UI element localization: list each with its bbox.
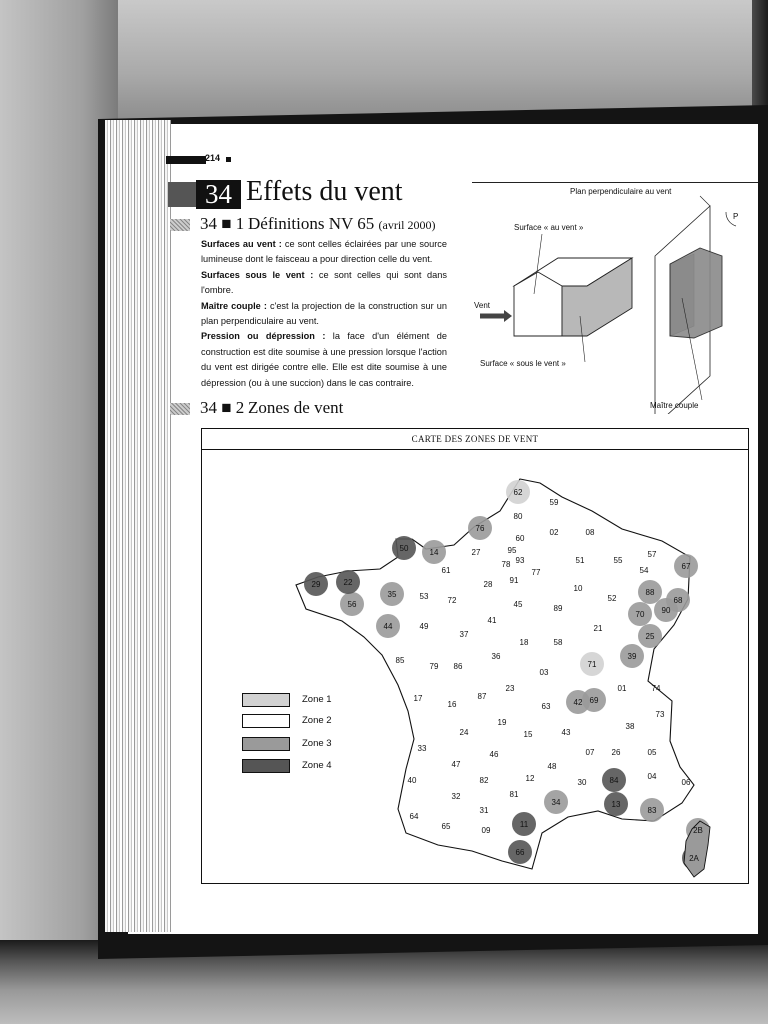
department-label: 85 [395, 656, 405, 665]
department-label: 91 [509, 576, 519, 585]
department-label: 38 [625, 722, 635, 731]
department-label: 84 [609, 776, 619, 785]
department-label: 81 [509, 790, 519, 799]
department-label: 61 [441, 566, 451, 575]
department-label: 04 [647, 772, 657, 781]
chapter-ornament [168, 182, 196, 207]
department-label: 25 [645, 632, 655, 641]
department-label: 60 [515, 534, 525, 543]
definition-item: Pression ou dépression : la face d'un élément de construction est dite soumise à une pression lorsque l'action du vent est dirigée contre elle. Elle est dite soumise à une dépression (ou à une succion) dans le cas contraire. [201, 331, 447, 388]
department-label: 32 [451, 792, 461, 801]
department-label: 50 [399, 544, 409, 553]
department-label: 68 [673, 596, 683, 605]
department-label: 45 [513, 600, 523, 609]
page-number: 214 [205, 153, 221, 163]
department-label: 71 [587, 660, 597, 669]
building-front-face [514, 272, 562, 336]
section-number: 34 ■ 1 [200, 214, 245, 233]
department-label: 15 [523, 730, 533, 739]
department-label: 47 [451, 760, 461, 769]
department-label: 28 [483, 580, 493, 589]
department-label: 56 [347, 600, 357, 609]
department-label: 54 [639, 566, 649, 575]
department-label: 30 [577, 778, 587, 787]
department-label: 17 [413, 694, 423, 703]
definitions-text [201, 237, 447, 391]
plan-label: Plan perpendiculaire au vent [570, 187, 672, 196]
department-label: 07 [585, 748, 595, 757]
building-shadow [670, 248, 722, 338]
department-label: 58 [553, 638, 563, 647]
maitre-couple-label: Maître couple [650, 401, 699, 410]
department-label: 31 [479, 806, 489, 815]
department-label: 22 [343, 578, 353, 587]
department-label: 26 [611, 748, 621, 757]
department-label: 10 [573, 584, 583, 593]
legend-swatch [242, 714, 290, 728]
page-number-mark [226, 157, 231, 162]
department-label: 14 [429, 548, 439, 557]
plane-p-label: P [733, 212, 739, 221]
department-label: 66 [515, 848, 525, 857]
department-label: 40 [407, 776, 417, 785]
department-label: 55 [613, 556, 623, 565]
department-label: 35 [387, 590, 397, 599]
department-label: 36 [491, 652, 501, 661]
title-rule [472, 182, 758, 183]
department-label: 03 [539, 668, 549, 677]
sous-vent-label: Surface « sous le vent » [480, 359, 566, 368]
department-label: 19 [497, 718, 507, 727]
wind-arrow-head [504, 310, 512, 322]
department-label: 13 [611, 800, 621, 809]
department-label: 01 [617, 684, 627, 693]
legend-swatch [242, 737, 290, 751]
department-label: 51 [575, 556, 585, 565]
department-label: 72 [447, 596, 457, 605]
department-label: 69 [589, 696, 599, 705]
department-label: 46 [489, 750, 499, 759]
map-layer [296, 479, 710, 877]
section-title: Zones de vent [248, 398, 344, 417]
department-label: 80 [513, 512, 523, 521]
chapter-number: 34 [196, 180, 241, 209]
department-label: 21 [593, 624, 603, 633]
france-map-svg [202, 449, 748, 883]
department-label: 67 [681, 562, 691, 571]
section-title: Définitions NV 65 (avril 2000) [248, 214, 436, 233]
department-label: 87 [477, 692, 487, 701]
department-label: 27 [471, 548, 481, 557]
running-head-bar [166, 156, 206, 164]
department-label: 95 [507, 546, 517, 555]
wind-surfaces-diagram [470, 186, 758, 414]
definition-item: Surfaces sous le vent : ce sont celles qui sont dans l'ombre. [201, 269, 447, 296]
section-number: 34 ■ 2 [200, 398, 245, 417]
department-label: 33 [417, 744, 427, 753]
department-label: 70 [635, 610, 645, 619]
legend-label: Zone 4 [302, 760, 332, 771]
map-title: CARTE DES ZONES DE VENT [202, 429, 748, 450]
page-stack-edge [105, 120, 171, 932]
department-label: 16 [447, 700, 457, 709]
legend-swatch [242, 693, 290, 707]
department-label: 44 [383, 622, 393, 631]
department-label: 62 [513, 488, 523, 497]
department-label: 65 [441, 822, 451, 831]
department-label: 02 [549, 528, 559, 537]
department-label: 41 [487, 616, 497, 625]
legend-label: Zone 3 [302, 738, 332, 749]
department-label: 79 [429, 662, 439, 671]
department-label: 42 [573, 698, 583, 707]
department-label: 74 [651, 684, 661, 693]
france-outline [296, 479, 694, 869]
department-label: 78 [501, 560, 511, 569]
wind-label: Vent [474, 301, 491, 310]
legend-label: Zone 1 [302, 694, 332, 705]
definition-item: Surfaces au vent : ce sont celles éclairées par une source lumineuse dont le faisceau a pour direction celle du vent. [201, 239, 447, 265]
department-label: 73 [655, 710, 665, 719]
section-marker-icon [170, 219, 190, 231]
department-label: 49 [419, 622, 429, 631]
wind-zone-map [201, 428, 749, 884]
wind-diagram-svg [470, 186, 758, 414]
department-label: 06 [681, 778, 691, 787]
department-label: 88 [645, 588, 655, 597]
department-label: 23 [505, 684, 515, 693]
department-label: 52 [607, 594, 617, 603]
department-label: 57 [647, 550, 657, 559]
department-label: 2A [689, 854, 699, 863]
plan-leader [700, 196, 710, 206]
section-marker-icon [170, 403, 190, 415]
department-label: 37 [459, 630, 469, 639]
department-label: 08 [585, 528, 595, 537]
department-label: 34 [551, 798, 561, 807]
department-label: 59 [549, 498, 559, 507]
department-label: 76 [475, 524, 485, 533]
department-label: 48 [547, 762, 557, 771]
department-label: 05 [647, 748, 657, 757]
department-label: 39 [627, 652, 637, 661]
department-label: 11 [519, 820, 529, 829]
legend-label: Zone 2 [302, 715, 332, 726]
department-label: 86 [453, 662, 463, 671]
department-label: 24 [459, 728, 469, 737]
department-label: 53 [419, 592, 429, 601]
chapter-title: Effets du vent [246, 176, 403, 207]
department-label: 64 [409, 812, 419, 821]
definition-item: Maître couple : c'est la projection de la construction sur un plan perpendiculaire au vent. [201, 300, 447, 327]
department-label: 82 [479, 776, 489, 785]
department-label: 2B [693, 826, 703, 835]
department-label: 43 [561, 728, 571, 737]
department-label: 63 [541, 702, 551, 711]
department-label: 29 [311, 580, 321, 589]
au-vent-label: Surface « au vent » [514, 223, 584, 232]
department-label: 77 [531, 568, 541, 577]
legend-swatch [242, 759, 290, 773]
department-label: 93 [515, 556, 525, 565]
department-label: 89 [553, 604, 563, 613]
department-label: 83 [647, 806, 657, 815]
department-label: 09 [481, 826, 491, 835]
department-label: 18 [519, 638, 529, 647]
department-label: 90 [661, 606, 671, 615]
department-label: 12 [525, 774, 535, 783]
